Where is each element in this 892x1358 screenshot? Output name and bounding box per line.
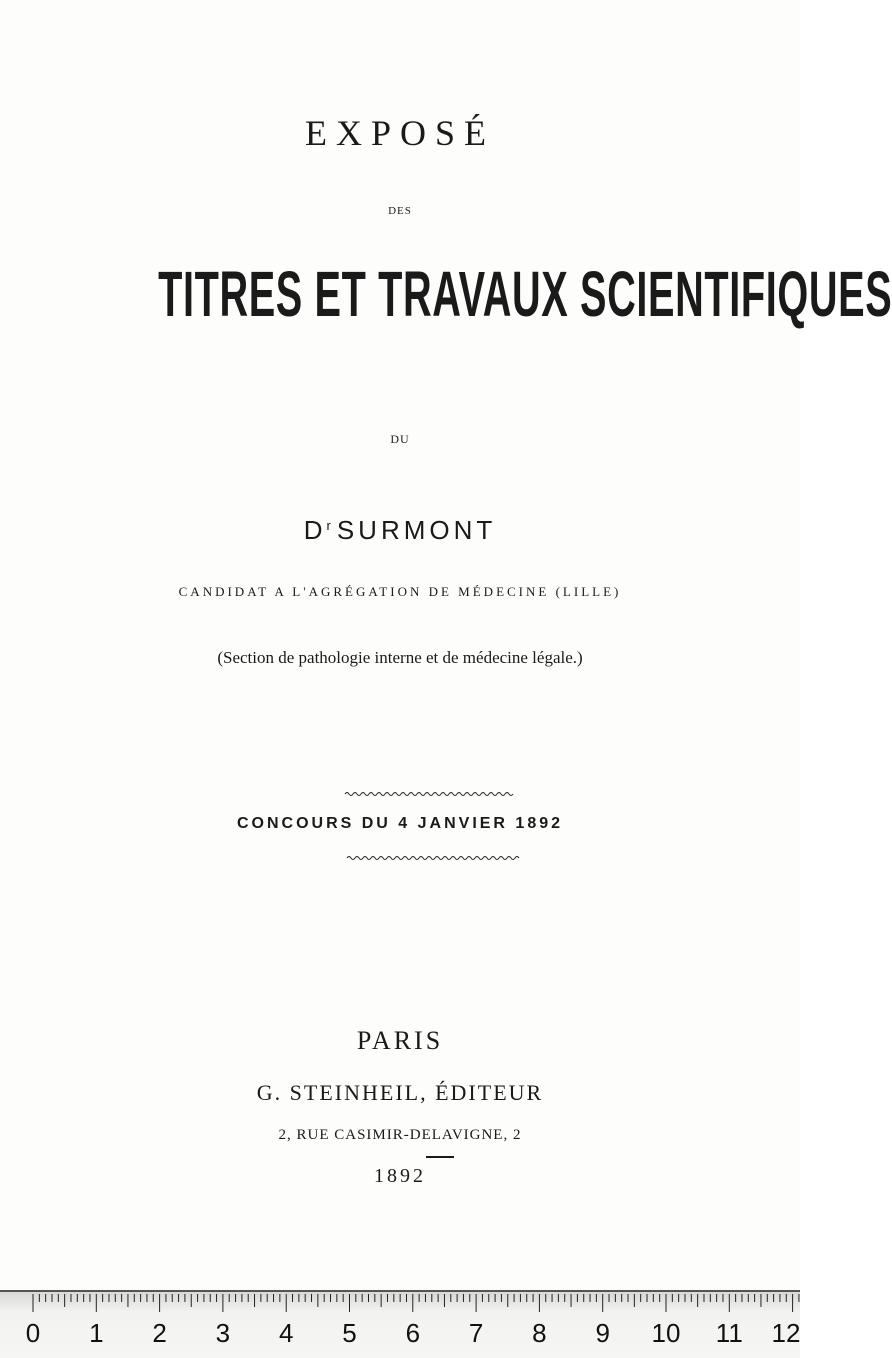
imprint-address: 2, RUE CASIMIR-DELAVIGNE, 2	[278, 1127, 522, 1143]
heading: EXPOSÉ	[304, 113, 496, 153]
ruler-label: 7	[468, 1318, 484, 1348]
author-superscript: r	[326, 518, 331, 533]
wavy-rule-bottom	[347, 855, 519, 861]
ruler-label: 0	[25, 1318, 41, 1348]
ruler-label: 10	[651, 1318, 681, 1348]
wavy-rule-top	[345, 791, 515, 797]
author-name: SURMONT	[336, 515, 497, 545]
ruler-label: 12	[771, 1318, 801, 1348]
section-line: (Section de pathologie interne et de médecine légale.)	[217, 648, 583, 667]
preposition-du: DU	[390, 432, 410, 446]
ruler-label: 9	[595, 1318, 610, 1348]
ruler-label: 2	[152, 1318, 167, 1348]
ruler-label: 3	[215, 1318, 231, 1348]
ruler-label: 1	[89, 1318, 104, 1348]
main-title: TITRES ET TRAVAUX SCIENTIFIQUES	[158, 258, 892, 330]
imprint-publisher: G. STEINHEIL, ÉDITEUR	[256, 1080, 544, 1105]
ruler-label: 6	[405, 1318, 421, 1348]
year-rule	[426, 1156, 454, 1158]
ruler-label: 11	[715, 1318, 743, 1348]
ruler-label: 4	[278, 1318, 294, 1348]
author	[0, 515, 800, 546]
ruler-label: 8	[532, 1318, 547, 1348]
concours-line: CONCOURS DU 4 JANVIER 1892	[236, 815, 564, 832]
preposition-des: DES	[388, 205, 412, 217]
imprint-city: PARIS	[356, 1026, 444, 1055]
imprint-year: 1892	[374, 1165, 426, 1187]
candidature: CANDIDAT A L'AGRÉGATION DE MÉDECINE (LILLE)	[178, 584, 622, 599]
ruler-label: 5	[342, 1318, 357, 1348]
author-prefix: D	[303, 515, 327, 545]
